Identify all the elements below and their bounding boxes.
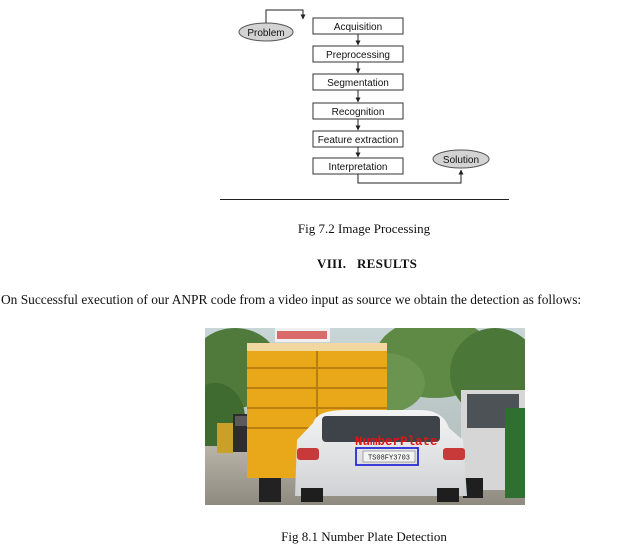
problem-label: Problem: [247, 28, 285, 39]
flow-step-label: Segmentation: [327, 78, 389, 89]
license-plate-text: TS08FY3703: [367, 454, 411, 463]
problem-terminal: [239, 23, 293, 41]
detection-label: NumberPlate: [355, 435, 438, 449]
white-car-image: [295, 410, 467, 502]
street-scene-image: [205, 328, 525, 505]
section-heading: VIII. RESULTS: [317, 256, 418, 271]
flow-step-label: Interpretation: [328, 162, 388, 173]
flow-step-label: Recognition: [331, 107, 385, 118]
flow-step-acquisition: [313, 18, 403, 34]
image-processing-flowchart: [230, 0, 500, 192]
figure-8-1-caption: Fig 8.1 Number Plate Detection: [281, 529, 447, 544]
solution-terminal: [433, 150, 489, 168]
number-plate-detection-photo: [205, 328, 525, 505]
flow-step-preprocessing: [313, 46, 403, 62]
problem-connector: [266, 10, 303, 23]
solution-label: Solution: [442, 155, 480, 166]
results-paragraph: On Successful execution of our ANPR code from a video input as source we obtain the detection as follows:: [1, 292, 582, 307]
suv-image: [461, 390, 525, 498]
flow-step-label: Acquisition: [333, 22, 383, 33]
figure-divider: [220, 199, 509, 200]
flow-step-feature-extraction: [313, 131, 403, 147]
figure-7-2-caption: Fig 7.2 Image Processing: [297, 221, 431, 236]
flow-step-label: Feature extraction: [317, 135, 399, 146]
flow-step-label: Preprocessing: [326, 50, 390, 61]
flow-step-recognition: [313, 103, 403, 119]
flow-step-segmentation: [313, 74, 403, 90]
flow-step-interpretation: [313, 158, 403, 174]
